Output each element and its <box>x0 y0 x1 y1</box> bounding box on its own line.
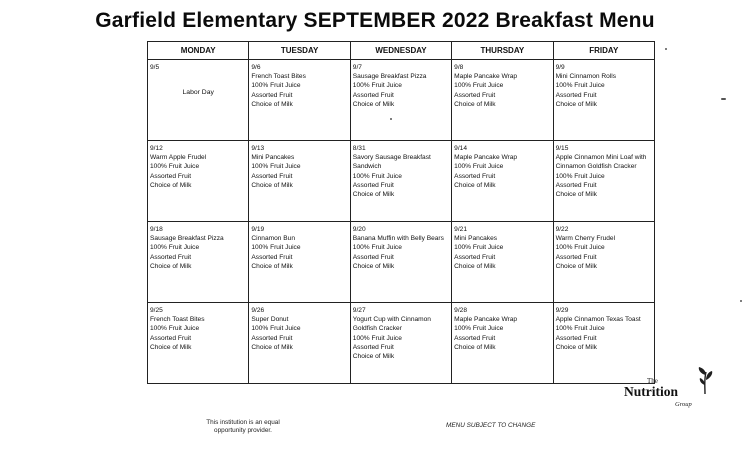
menu-item: Choice of Milk <box>150 343 192 351</box>
menu-calendar-table <box>147 41 655 384</box>
menu-item: Assorted Fruit <box>150 172 192 180</box>
menu-item: 100% Fruit Juice <box>555 82 605 90</box>
menu-item: Choice of Milk <box>352 262 395 270</box>
menu-item: Assorted Fruit <box>251 91 293 99</box>
week-row <box>148 303 655 384</box>
scan-speck <box>740 300 742 302</box>
day-cell-wednesday <box>350 60 451 141</box>
day-cell-monday <box>148 141 249 222</box>
day-date: 9/18 <box>150 226 163 233</box>
menu-item: Sausage Breakfast Pizza <box>150 235 224 243</box>
logo-group: Group <box>675 401 692 408</box>
menu-item: 100% Fruit Juice <box>251 325 301 333</box>
menu-item: Assorted Fruit <box>251 334 293 342</box>
header-monday: MONDAY <box>148 42 249 60</box>
menu-item: Choice of Milk <box>454 262 496 270</box>
day-date: 9/8 <box>454 64 464 71</box>
day-cell-wednesday <box>350 222 451 303</box>
menu-item: Assorted Fruit <box>454 172 496 180</box>
day-date: 9/27 <box>352 307 366 314</box>
day-cell-friday <box>553 60 654 141</box>
scan-speck <box>390 118 392 120</box>
menu-item: 100% Fruit Juice <box>150 325 200 333</box>
day-date: 9/12 <box>150 145 163 152</box>
menu-item: Assorted Fruit <box>555 181 597 189</box>
menu-item: 100% Fruit Juice <box>251 82 301 90</box>
menu-item: Mini Pancakes <box>454 235 498 243</box>
week-row <box>148 222 655 303</box>
day-date: 8/31 <box>352 145 366 152</box>
menu-item: Choice of Milk <box>555 343 597 351</box>
day-cell-monday <box>148 303 249 384</box>
menu-item: 100% Fruit Juice <box>251 163 301 171</box>
menu-item: Savory Sausage Breakfast Sandwich <box>352 154 431 171</box>
week-row <box>148 141 655 222</box>
menu-item: Assorted Fruit <box>555 253 597 261</box>
menu-item: Choice of Milk <box>251 262 293 270</box>
menu-item: Assorted Fruit <box>555 91 597 99</box>
day-date: 9/19 <box>251 226 265 233</box>
menu-item: Choice of Milk <box>352 100 395 108</box>
menu-item: Choice of Milk <box>251 100 293 108</box>
menu-item: 100% Fruit Juice <box>454 244 504 252</box>
menu-item: 100% Fruit Juice <box>150 163 200 171</box>
leaf-icon <box>695 366 715 396</box>
day-cell-thursday <box>452 222 553 303</box>
day-cell-wednesday <box>350 303 451 384</box>
menu-item: Choice of Milk <box>251 181 293 189</box>
day-cell-thursday <box>452 60 553 141</box>
menu-item: Choice of Milk <box>150 181 192 189</box>
day-cell-friday <box>553 141 654 222</box>
day-date: 9/29 <box>555 307 569 314</box>
menu-item: Assorted Fruit <box>454 253 496 261</box>
menu-item: Assorted Fruit <box>555 334 597 342</box>
menu-item: Maple Pancake Wrap <box>454 316 518 324</box>
day-date: 9/9 <box>555 64 565 71</box>
menu-item: Assorted Fruit <box>454 334 496 342</box>
menu-item: 100% Fruit Juice <box>555 244 605 252</box>
menu-item: 100% Fruit Juice <box>352 334 402 342</box>
menu-weeks <box>148 60 655 384</box>
day-cell-tuesday <box>249 141 350 222</box>
day-cell-friday <box>553 222 654 303</box>
menu-item: Choice of Milk <box>150 262 192 270</box>
menu-item: Choice of Milk <box>454 100 496 108</box>
logo-the: The <box>647 377 658 385</box>
holiday-label: Labor Day <box>182 89 214 97</box>
day-date: 9/6 <box>251 64 261 71</box>
weekday-header-row <box>148 42 655 60</box>
scan-speck <box>721 98 726 100</box>
menu-item: Assorted Fruit <box>352 181 394 189</box>
menu-item: Yogurt Cup with Cinnamon Goldfish Cracker <box>352 316 431 333</box>
day-date: 9/21 <box>454 226 468 233</box>
logo-nutrition: Nutrition <box>624 384 678 399</box>
menu-item: Banana Muffin with Belly Bears <box>352 235 444 243</box>
day-cell-tuesday <box>249 222 350 303</box>
header-thursday: THURSDAY <box>452 42 553 60</box>
menu-item: Super Donut <box>251 316 289 324</box>
menu-item: Choice of Milk <box>352 353 395 361</box>
menu-item: Assorted Fruit <box>150 253 192 261</box>
menu-item: Warm Apple Frudel <box>150 154 207 162</box>
day-cell-monday <box>148 60 249 141</box>
menu-item: Assorted Fruit <box>251 172 293 180</box>
menu-item: 100% Fruit Juice <box>251 244 301 252</box>
header-wednesday: WEDNESDAY <box>350 42 451 60</box>
menu-item: 100% Fruit Juice <box>352 172 402 180</box>
menu-item: Choice of Milk <box>555 100 597 108</box>
equal-opportunity-note: This institution is an equal opportunity provider. <box>206 419 280 434</box>
day-cell-tuesday <box>249 303 350 384</box>
menu-item: Warm Cherry Frudel <box>555 235 616 243</box>
menu-item: 100% Fruit Juice <box>555 325 605 333</box>
menu-item: Maple Pancake Wrap <box>454 73 518 81</box>
menu-item: French Toast Bites <box>150 316 205 324</box>
nutrition-group-logo <box>621 364 717 410</box>
menu-item: Maple Pancake Wrap <box>454 154 518 162</box>
menu-item: Choice of Milk <box>454 343 496 351</box>
day-date: 9/5 <box>150 64 160 71</box>
header-friday: FRIDAY <box>553 42 654 60</box>
menu-item: 100% Fruit Juice <box>454 163 504 171</box>
menu-item: 100% Fruit Juice <box>454 325 504 333</box>
day-date: 9/22 <box>555 226 569 233</box>
menu-item: 100% Fruit Juice <box>454 82 504 90</box>
page-title: Garfield Elementary SEPTEMBER 2022 Breakfast Menu <box>95 9 655 32</box>
day-date: 9/7 <box>352 64 362 71</box>
menu-item: Apple Cinnamon Mini Loaf with Cinnamon Goldfish Cracker <box>555 154 647 171</box>
menu-item: Mini Cinnamon Rolls <box>555 73 617 81</box>
day-date: 9/26 <box>251 307 265 314</box>
menu-item: French Toast Bites <box>251 73 306 81</box>
menu-item: Choice of Milk <box>352 191 395 199</box>
day-cell-wednesday <box>350 141 451 222</box>
day-cell-thursday <box>452 141 553 222</box>
day-cell-tuesday <box>249 60 350 141</box>
menu-item: Mini Pancakes <box>251 154 295 162</box>
day-cell-thursday <box>452 303 553 384</box>
menu-item: Choice of Milk <box>555 191 597 199</box>
header-tuesday: TUESDAY <box>249 42 350 60</box>
menu-item: Assorted Fruit <box>352 343 394 351</box>
menu-item: 100% Fruit Juice <box>352 244 402 252</box>
menu-item: Choice of Milk <box>454 181 496 189</box>
day-date: 9/20 <box>352 226 366 233</box>
menu-change-note: MENU SUBJECT TO CHANGE <box>446 422 536 429</box>
menu-item: Assorted Fruit <box>150 334 192 342</box>
menu-item: Choice of Milk <box>555 262 597 270</box>
day-cell-monday <box>148 222 249 303</box>
scan-speck <box>665 48 667 50</box>
menu-item: Cinnamon Bun <box>251 235 296 243</box>
day-date: 9/14 <box>454 145 468 152</box>
menu-item: Choice of Milk <box>251 343 293 351</box>
menu-item: 100% Fruit Juice <box>352 82 402 90</box>
menu-item: 100% Fruit Juice <box>555 172 605 180</box>
menu-item: Apple Cinnamon Texas Toast <box>555 316 641 324</box>
day-date: 9/15 <box>555 145 569 152</box>
week-row <box>148 60 655 141</box>
menu-item: Assorted Fruit <box>352 91 394 99</box>
day-date: 9/28 <box>454 307 468 314</box>
day-date: 9/13 <box>251 145 265 152</box>
day-date: 9/25 <box>150 307 163 314</box>
menu-item: Sausage Breakfast Pizza <box>352 73 427 81</box>
menu-item: 100% Fruit Juice <box>150 244 200 252</box>
menu-item: Assorted Fruit <box>454 91 496 99</box>
menu-item: Assorted Fruit <box>251 253 293 261</box>
menu-item: Assorted Fruit <box>352 253 394 261</box>
